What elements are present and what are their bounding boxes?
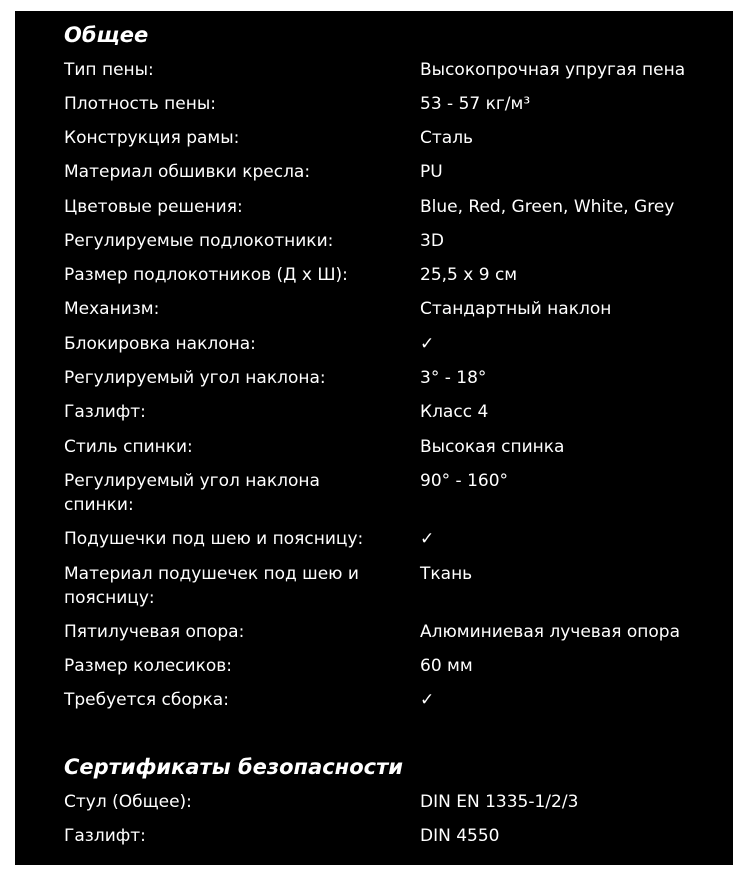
spec-label: Тип пены: — [64, 60, 154, 80]
spec-value: Высокопрочная упругая пена — [420, 60, 686, 80]
spec-label: Газлифт: — [64, 826, 146, 846]
spec-label: Материал подушечек под шею и поясницу: — [64, 564, 359, 608]
spec-label: Блокировка наклона: — [64, 334, 256, 354]
spec-value: DIN EN 1335-1/2/3 — [420, 792, 579, 812]
spec-value: 3° - 18° — [420, 368, 487, 388]
spec-label: Конструкция рамы: — [64, 128, 240, 148]
spec-value: Алюминиевая лучевая опора — [420, 622, 680, 642]
spec-value: 53 - 57 кг/м³ — [420, 94, 531, 114]
spec-value: 60 мм — [420, 656, 473, 676]
spec-label: Материал обшивки кресла: — [64, 162, 311, 182]
spec-label: Регулируемый угол наклона: — [64, 368, 326, 388]
spec-value: DIN 4550 — [420, 826, 500, 846]
spec-value: 3D — [420, 231, 444, 251]
check-icon: ✓ — [420, 529, 435, 549]
spec-value: 90° - 160° — [420, 471, 509, 491]
spec-value: Высокая спинка — [420, 437, 565, 457]
section-title-general: Общее — [64, 23, 149, 47]
spec-value: Класс 4 — [420, 402, 489, 422]
spec-value: PU — [420, 162, 443, 182]
spec-value: Стандартный наклон — [420, 299, 612, 319]
spec-label: Стул (Общее): — [64, 792, 192, 812]
check-icon: ✓ — [420, 690, 435, 710]
spec-label: Цветовые решения: — [64, 197, 243, 217]
specifications-panel — [15, 11, 733, 865]
spec-label: Механизм: — [64, 299, 160, 319]
spec-label: Газлифт: — [64, 402, 146, 422]
spec-value: Ткань — [420, 564, 473, 584]
spec-label: Регулируемые подлокотники: — [64, 231, 334, 251]
spec-value: Сталь — [420, 128, 474, 148]
spec-value: 25,5 x 9 см — [420, 265, 518, 285]
spec-label: Плотность пены: — [64, 94, 216, 114]
spec-value: Blue, Red, Green, White, Grey — [420, 197, 675, 217]
spec-label: Пятилучевая опора: — [64, 622, 245, 642]
section-title-safety: Сертификаты безопасности — [64, 755, 403, 779]
spec-label: Стиль спинки: — [64, 437, 193, 457]
spec-label: Размер колесиков: — [64, 656, 232, 676]
check-icon: ✓ — [420, 334, 435, 354]
spec-label: Размер подлокотников (Д х Ш): — [64, 265, 348, 285]
spec-label: Подушечки под шею и поясницу: — [64, 529, 364, 549]
spec-label: Регулируемый угол наклона спинки: — [64, 471, 320, 515]
spec-label: Требуется сборка: — [64, 690, 229, 710]
